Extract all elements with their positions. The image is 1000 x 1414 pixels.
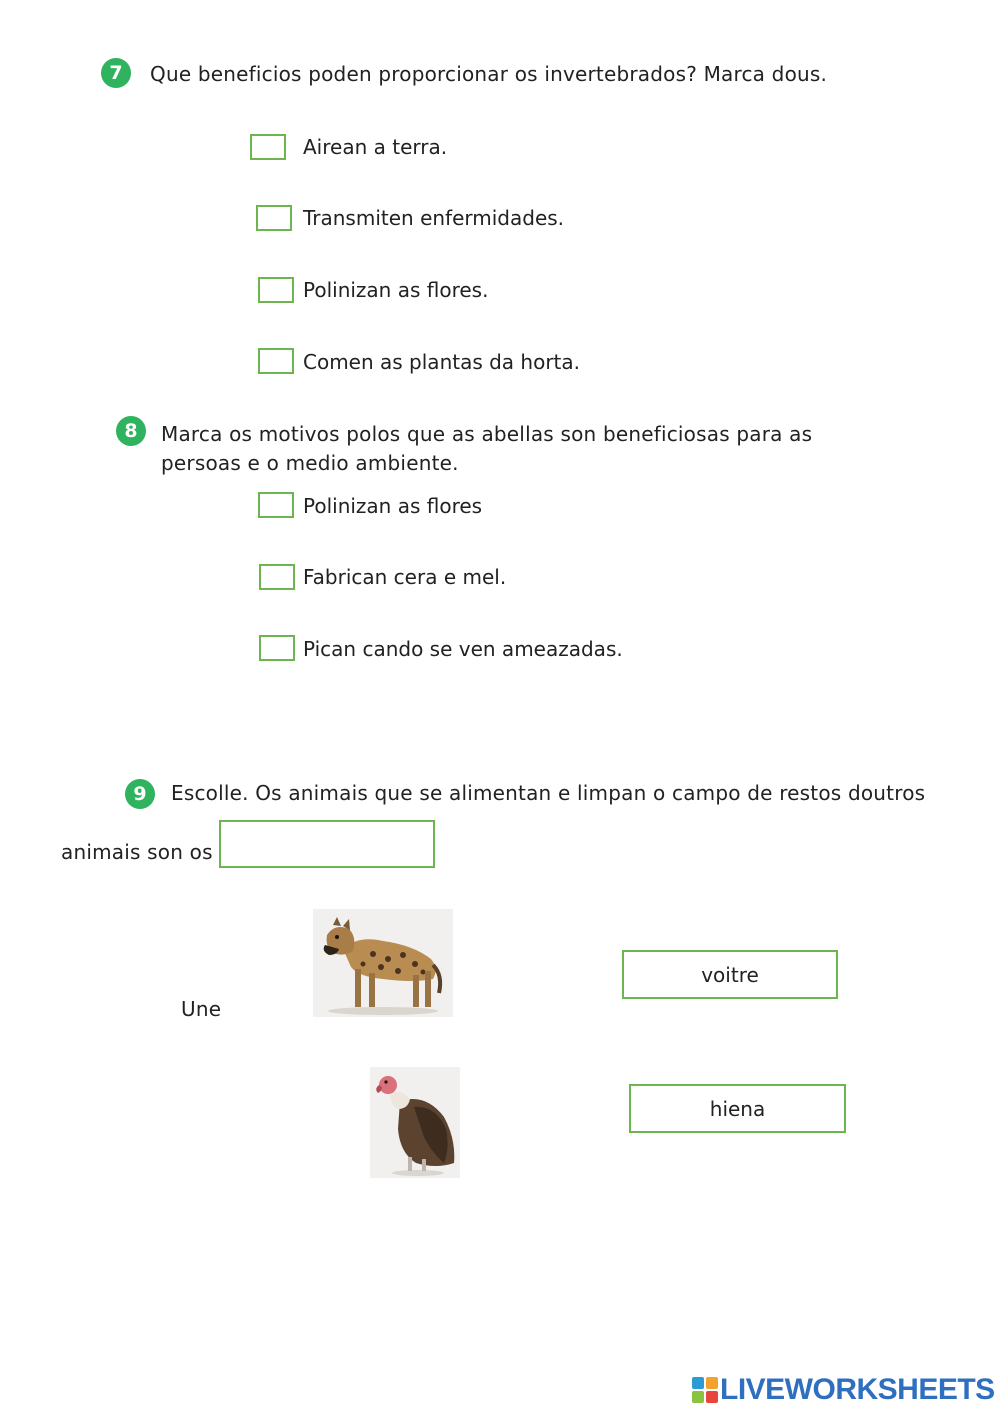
- q8-option-3-label: Pican cando se ven ameazadas.: [303, 637, 623, 661]
- question-7-prompt: Que beneficios poden proporcionar os invertebrados? Marca dous.: [150, 62, 828, 86]
- q8-option-2-checkbox[interactable]: [259, 564, 295, 590]
- q7-option-2-checkbox[interactable]: [256, 205, 292, 231]
- question-8-prompt: Marca os motivos polos que as abellas son beneficiosas para as persoas e o medio ambiente.: [161, 422, 813, 475]
- question-8-number-badge: [116, 416, 146, 446]
- q7-option-3-checkbox[interactable]: [258, 277, 294, 303]
- vulture-icon: [370, 1067, 460, 1178]
- vulture-photo[interactable]: [370, 1067, 460, 1178]
- liveworksheets-logo: [692, 1372, 995, 1408]
- q7-option-4-label: Comen as plantas da horta.: [303, 350, 581, 374]
- question-8-number: 8: [124, 420, 138, 442]
- q8-option-2-label: Fabrican cera e mel.: [303, 565, 507, 589]
- q8-option-3-checkbox[interactable]: [259, 635, 295, 661]
- match-instruction: Une: [181, 997, 222, 1021]
- question-9-prompt-continued: animais son os: [61, 840, 213, 864]
- match-word-hiena[interactable]: hiena: [629, 1084, 846, 1133]
- match-word-voitre[interactable]: voitre: [622, 950, 838, 999]
- question-9-number: 9: [133, 783, 147, 805]
- q7-option-4-checkbox[interactable]: [258, 348, 294, 374]
- q7-option-3-label: Polinizan as flores.: [303, 278, 489, 302]
- question-7-number: 7: [109, 62, 123, 84]
- q8-option-1-label: Polinizan as flores: [303, 494, 483, 518]
- question-9-prompt: Escolle. Os animais que se alimentan e limpan o campo de restos doutros: [171, 781, 926, 805]
- question-7-number-badge: [101, 58, 131, 88]
- hyena-photo[interactable]: [313, 909, 453, 1017]
- hyena-icon: [313, 909, 453, 1017]
- q9-answer-input[interactable]: [219, 820, 435, 868]
- q7-option-1-label: Airean a terra.: [303, 135, 448, 159]
- q7-option-1-checkbox[interactable]: [250, 134, 286, 160]
- q7-option-2-label: Transmiten enfermidades.: [303, 206, 565, 230]
- liveworksheets-logo-icon: [692, 1377, 718, 1403]
- q8-option-1-checkbox[interactable]: [258, 492, 294, 518]
- question-9-number-badge: [125, 779, 155, 809]
- liveworksheets-logo-text: LIVEWORKSHEETS: [720, 1373, 995, 1406]
